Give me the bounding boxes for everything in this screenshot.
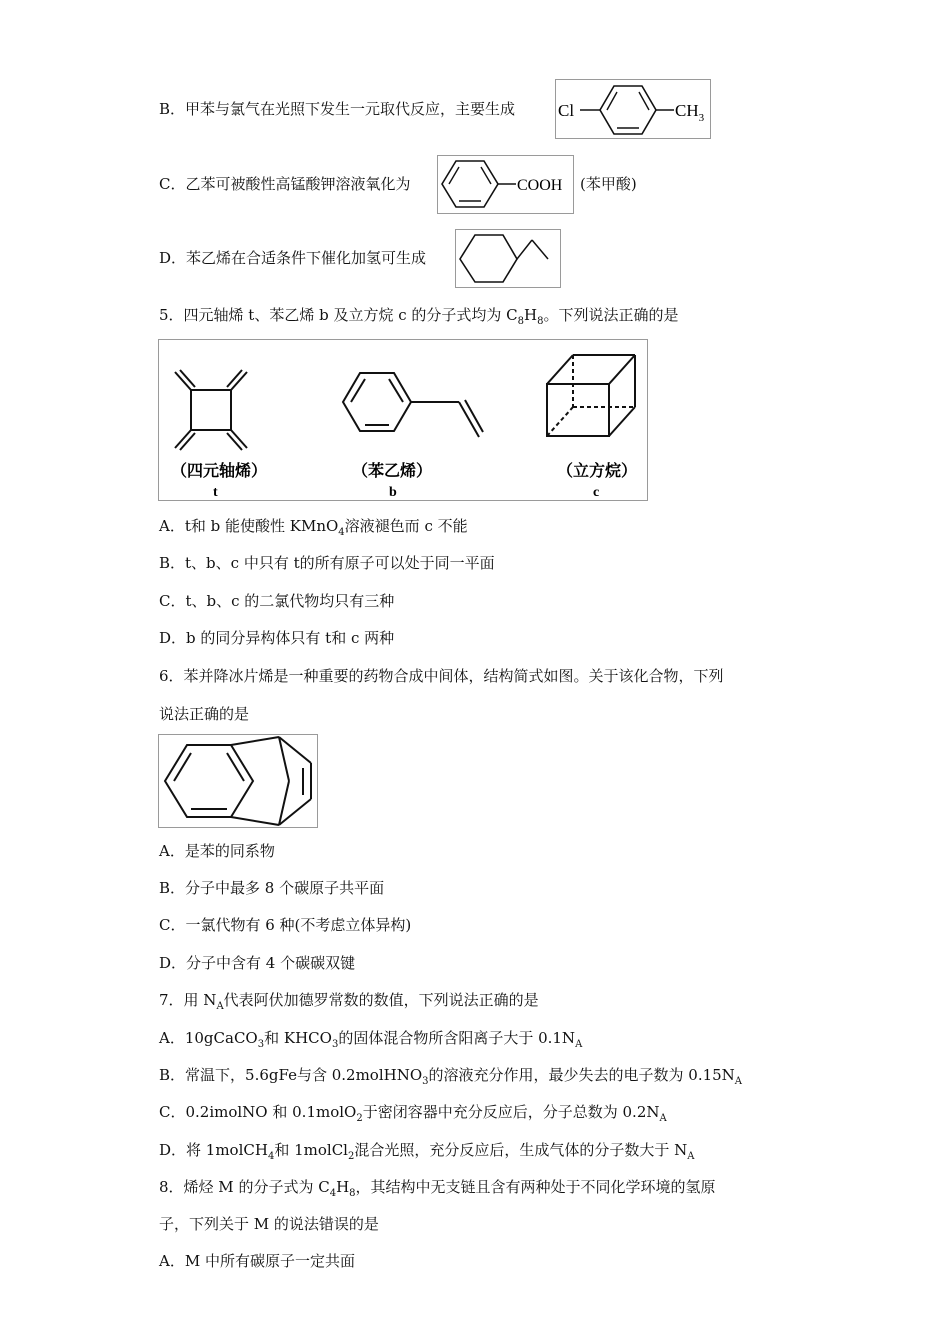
q8-stem-line1: 8．烯烃 M 的分子式为 $C_4H_8$，其结构中无支链且含有两种处于不同化学环境的氢原 (159, 1178, 716, 1199)
ch3-label: $CH_3$ (675, 101, 705, 124)
q4-option-b-text: B．甲苯与氯气在光照下发生一元取代反应，主要生成 (159, 100, 516, 118)
cl-label: Cl (558, 101, 575, 120)
q7-option-b: B．常温下，5.6gFe与含 0.2molHNO$_3$的溶液充分作用，最少失去的电子数为 $0.15N_A$ (159, 1066, 743, 1087)
q8-stem-line2: 子，下列关于 M 的说法错误的是 (159, 1215, 379, 1233)
styrene-b (343, 373, 483, 437)
q5-option-c: C．t、b、c 的二氯代物均只有三种 (159, 592, 395, 610)
q7-option-a: A．10gCaCO$_3$和 $KHCO_3$的固体混合物所含阳离子大于 $0.1N_A$ (159, 1029, 583, 1050)
b-name: （苯乙烯） (352, 463, 433, 480)
radialene-t (175, 370, 247, 450)
cooh-label: COOH (517, 177, 563, 194)
benzoic-acid-name: (苯甲酸) (580, 175, 637, 193)
q5-option-b: B．t、b、c 中只有 t的所有原子可以处于同一平面 (159, 554, 495, 572)
q5-figure-svg (159, 340, 647, 500)
q5-option-d: D．b 的同分异构体只有 t和 c 两种 (159, 629, 395, 647)
q7-option-c: C．0.2imolNO 和 0.1molO$_2$于密闭容器中充分反应后，分子总数为 $0.2N_A$ (159, 1103, 667, 1124)
q4-option-b (159, 99, 515, 119)
q6-stem-line1: 6．苯并降冰片烯是一种重要的药物合成中间体，结构简式如图。关于该化合物，下列 (159, 667, 724, 685)
q6-option-a: A．是苯的同系物 (159, 842, 275, 860)
b-letter: b (389, 485, 397, 500)
q5-figure (158, 339, 648, 501)
benzoic-acid-svg (438, 156, 573, 213)
q6-option-b: B．分子中最多 8 个碳原子共平面 (159, 879, 385, 897)
chlorotoluene-structure (555, 79, 711, 139)
q5-stem: 5．四元轴烯 t、苯乙烯 b 及立方烷 c 的分子式均为 $C_8H_8$。下列说法正确的是 (159, 306, 679, 327)
benzonorbornadiene-svg (159, 735, 317, 827)
chlorotoluene-svg (556, 80, 710, 138)
q6-stem-line2: 说法正确的是 (159, 705, 250, 723)
q7-option-d: D．将 1molCH$_4$和 1molCl$_2$混合光照，充分反应后，生成气体的分子数大于 $N_A$ (159, 1141, 695, 1162)
q7-stem: 7．用 $N_A$代表阿伏加德罗常数的数值，下列说法正确的是 (159, 991, 539, 1012)
c-name: （立方烷） (557, 463, 638, 480)
ethylcyclohexane-svg (456, 230, 560, 287)
q4-option-d (159, 248, 426, 268)
cubane-c (547, 355, 635, 436)
q6-option-c: C．一氯代物有 6 种(不考虑立体异构) (159, 916, 412, 934)
benzoic-acid-structure (437, 155, 574, 214)
t-name: （四元轴烯） (171, 463, 268, 480)
q5-option-a: A．t和 b 能使酸性 KMnO$_4$溶液褪色而 c 不能 (159, 517, 468, 538)
benzonorbornadiene-structure (158, 734, 318, 828)
c-letter: c (593, 485, 600, 500)
t-letter: t (213, 485, 218, 500)
q4-option-c-text: C．乙苯可被酸性高锰酸钾溶液氧化为 (159, 175, 411, 193)
q4-option-c (159, 174, 410, 194)
q8-option-a: A．M 中所有碳原子一定共面 (159, 1252, 355, 1270)
q4-option-d-text: D．苯乙烯在合适条件下催化加氢可生成 (159, 249, 427, 267)
q6-option-d: D．分子中含有 4 个碳碳双键 (159, 954, 356, 972)
ethylcyclohexane-structure (455, 229, 561, 288)
